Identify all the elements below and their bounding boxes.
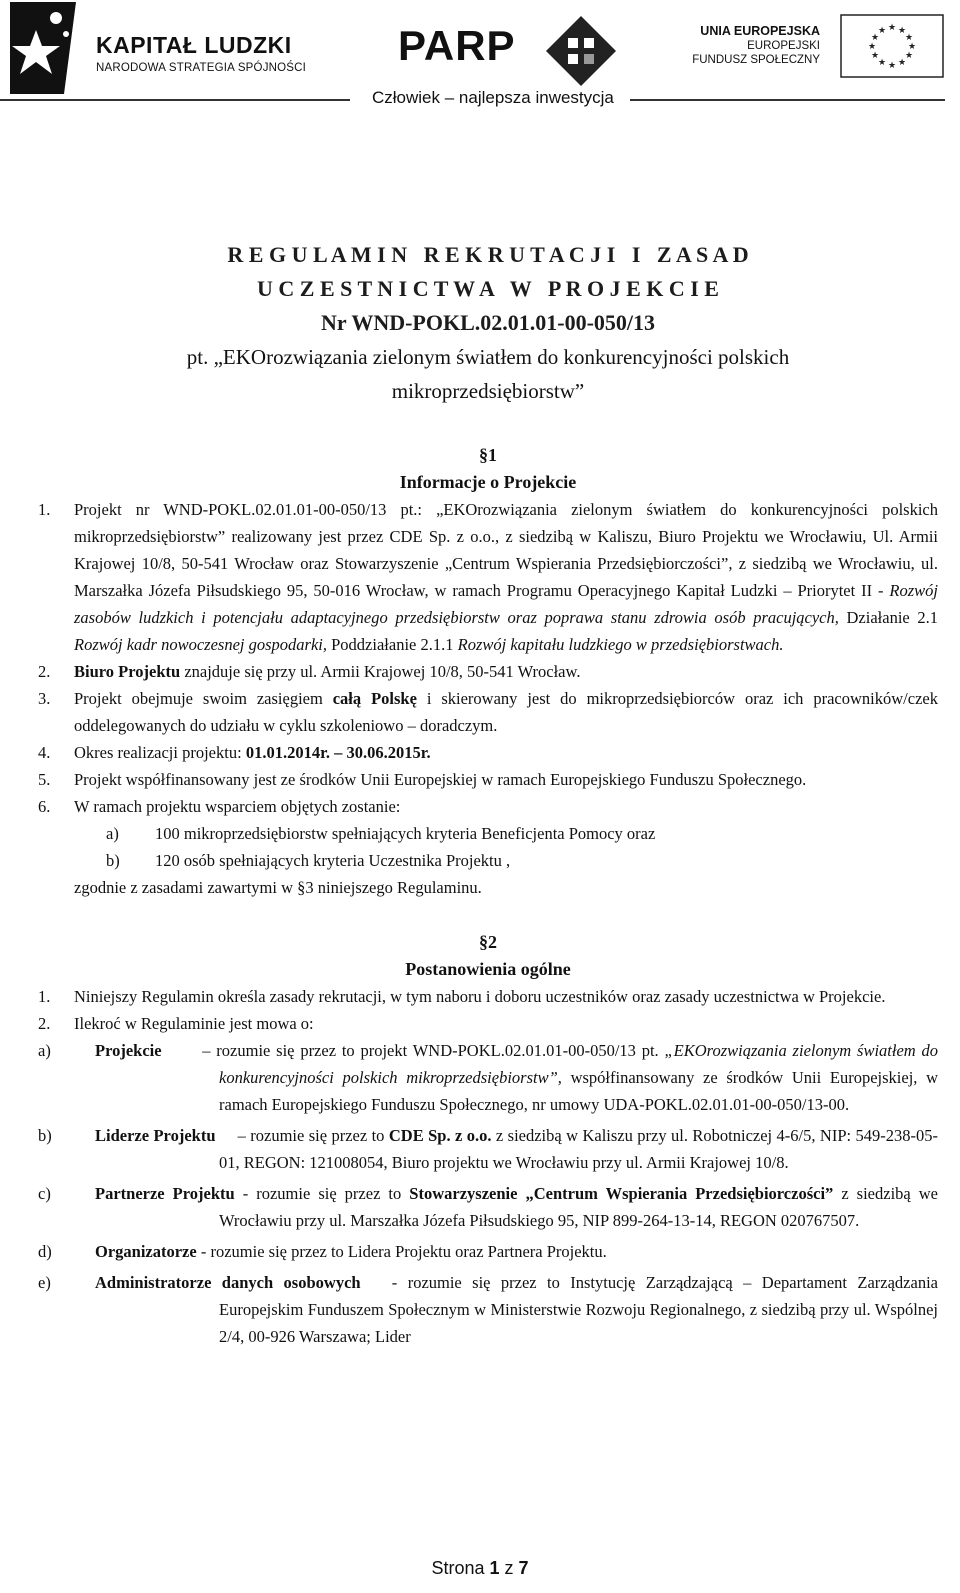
header-rule-left xyxy=(0,99,350,101)
parp-logo xyxy=(398,16,628,96)
def-d-text: Organizatorze - rozumie się przez to Lidera Projektu oraz Partnera Projektu. xyxy=(95,1242,607,1261)
def-b xyxy=(38,1122,938,1176)
s1-item-3-num: 3. xyxy=(38,689,51,708)
s1-item-6-sub-b xyxy=(106,847,938,874)
page-footer xyxy=(0,1558,960,1579)
doc-title-line5: mikroprzedsiębiorstw” xyxy=(391,379,585,403)
def-c xyxy=(38,1180,938,1234)
doc-title-line1: R E G U L A M I N R E K R U T A C J I I Z A S A D xyxy=(227,242,749,267)
eu-logo xyxy=(692,14,950,84)
s1-item-2 xyxy=(38,658,938,685)
parp-text: PARP xyxy=(398,22,516,69)
section1-title: Informacje o Projekcie xyxy=(399,472,577,492)
s1-item-6-end: zgodnie z zasadami zawartymi w §3 niniejszego Regulaminu. xyxy=(74,878,482,897)
s2-item-1 xyxy=(38,983,938,1010)
s1-item-4-text: Okres realizacji projektu: 01.01.2014r. – 30.06.2015r. xyxy=(74,743,431,762)
s1-item-2-text: Biuro Projektu znajduje się przy ul. Armii Krajowej 10/8, 50-541 Wrocław. xyxy=(74,662,581,681)
def-a-letter: a) xyxy=(38,1041,51,1060)
eu-line1: UNIA EUROPEJSKA xyxy=(700,24,820,38)
def-e-text: Administratorze danych osobowych - rozumie się przez to Instytucję Zarządzającą – Departament Zarządzania Europejskim Funduszem Społecznym w Ministerstwie Rozwoju Regionalnego, z siedzibą przy ul. Wspólnej 2/4, 00-926 Warszawa; Lider xyxy=(95,1273,943,1346)
svg-text:★: ★ xyxy=(870,51,880,61)
eu-flag-icon xyxy=(840,14,944,78)
s1-item-3-text: Projekt obejmuje swoim zasięgiem całą Polskę i skierowany jest do mikroprzedsiębiorców oraz ich pracowników/czek oddelegowanych do udziału w cyklu szkoleniowo – doradczym. xyxy=(74,689,938,735)
s1-item-1-text: Projekt nr WND-POKL.02.01.01-00-050/13 pt.: „EKOrozwiązania zielonym światłem do konkurencyjności polskich mikroprzedsiębiorstw” realizowany jest przez CDE Sp. z o.o., z siedzibą w Kaliszu, Biuro Projektu we Wrocławiu, Ul. Armii Krajowej 10/8, 50-541 Wrocław oraz Stowarzyszenie „Centrum Wspierania Przedsiębiorczości”, z siedzibą we Wrocławiu, ul. Marszałka Józefa Piłsudskiego 95, 50-016 Wrocław, w ramach Programu Operacyjnego Kapitał Ludzki – Priorytet II - Rozwój zasobów ludzkich i potencjału adaptacyjnego przedsiębiorstw oraz poprawa stanu zdrowia osób pracujących, Działanie 2.1 Rozwój kadr nowoczesnej gospodarki, Poddziałanie 2.1.1 Rozwój kapitału ludzkiego w przedsiębiorstwach. xyxy=(74,500,938,654)
parp-emblem-icon xyxy=(546,16,616,86)
s1-item-6-num: 6. xyxy=(38,797,51,816)
eu-line3: FUNDUSZ SPOŁECZNY xyxy=(692,54,820,66)
def-d xyxy=(38,1238,938,1265)
kapital-ludzki-subtitle: NARODOWA STRATEGIA SPÓJNOŚCI xyxy=(96,62,307,74)
s2-item-2-num: 2. xyxy=(38,1014,51,1033)
footer-page-current: 1 xyxy=(489,1558,500,1578)
page-header xyxy=(0,0,960,130)
s1-item-4-num: 4. xyxy=(38,743,51,762)
def-c-letter: c) xyxy=(38,1184,51,1203)
svg-text:★: ★ xyxy=(877,26,887,36)
def-d-letter: d) xyxy=(38,1242,52,1261)
s1-item-5 xyxy=(38,766,938,793)
s1-item-6-sub-b-text: 120 osób spełniających kryteria Uczestnika Projektu , xyxy=(155,851,511,870)
s1-item-6-sub-a xyxy=(106,820,938,847)
header-rule-right xyxy=(630,99,945,101)
doc-title-line4: pt. „EKOrozwiązania zielonym światłem do konkurencyjności polskich xyxy=(186,345,790,369)
footer-label: Strona xyxy=(431,1558,490,1578)
def-b-text: Liderze Projektu – rozumie się przez to CDE Sp. z o.o. z siedzibą w Kaliszu przy ul. Robotniczej 4-6/5, NIP: 549-238-05-01, REGON: 121008054, Biuro projektu we Wrocławiu przy ul. Armii Krajowej 10/8. xyxy=(95,1126,938,1172)
s1-item-5-text: Projekt współfinansowany jest ze środków Unii Europejskiej w ramach Europejskiego Funduszu Społecznego. xyxy=(74,770,807,789)
footer-page-total: 7 xyxy=(518,1558,529,1578)
section2-number: §2 xyxy=(479,932,497,952)
s2-item-2 xyxy=(38,1010,938,1037)
s1-item-2-num: 2. xyxy=(38,662,51,681)
s1-item-1 xyxy=(38,496,938,658)
def-e xyxy=(38,1269,943,1350)
svg-text:★: ★ xyxy=(897,58,907,68)
s1-item-6-sub-a-text: 100 mikroprzedsiębiorstw spełniających kryteria Beneficjenta Pomocy oraz xyxy=(155,824,656,843)
doc-title-line2: U C Z E S T N I C T W A W P R O J E K C I E xyxy=(257,276,719,301)
kapital-ludzki-logo xyxy=(6,2,336,92)
def-b-letter: b) xyxy=(38,1126,52,1145)
svg-text:★: ★ xyxy=(877,58,887,68)
s1-item-5-num: 5. xyxy=(38,770,51,789)
def-e-letter: e) xyxy=(38,1273,51,1292)
def-a xyxy=(38,1037,943,1118)
def-a-text: Projekcie – rozumie się przez to projekt WND-POKL.02.01.01-00-050/13 pt. „EKOrozwiązania zielonym światłem do konkurencyjności polskich mikroprzedsiębiorstw”, współfinansowany ze środków Unii Europejskiej, w ramach Europejskiego Funduszu Społecznego, nr umowy UDA-POKL.02.01.01-00-050/13-00. xyxy=(95,1041,943,1114)
eu-line2: EUROPEJSKI xyxy=(747,40,820,52)
kapital-ludzki-title: KAPITAŁ LUDZKI xyxy=(96,32,292,58)
section2-title: Postanowienia ogólne xyxy=(405,959,571,979)
document-body xyxy=(38,238,943,1350)
s1-item-6-sub-a-num: a) xyxy=(106,824,119,843)
svg-text:★: ★ xyxy=(887,61,897,71)
svg-text:★: ★ xyxy=(904,51,914,61)
doc-title-line3: Nr WND-POKL.02.01.01-00-050/13 xyxy=(320,310,656,335)
s1-item-3 xyxy=(38,685,938,739)
s2-item-1-text: Niniejszy Regulamin określa zasady rekrutacji, w tym naboru i doboru uczestników oraz zasady uczestnictwa w Projekcie. xyxy=(74,987,886,1006)
section1-number: §1 xyxy=(479,445,497,465)
s1-item-6-sub-b-num: b) xyxy=(106,851,120,870)
s1-item-1-num: 1. xyxy=(38,500,51,519)
s2-item-1-num: 1. xyxy=(38,987,51,1006)
svg-text:★: ★ xyxy=(867,42,877,52)
s2-item-2-text: Ilekroć w Regulaminie jest mowa o: xyxy=(74,1014,314,1033)
svg-text:★: ★ xyxy=(897,26,907,36)
svg-text:★: ★ xyxy=(887,23,897,33)
header-tagline: Człowiek – najlepsza inwestycja xyxy=(372,88,614,107)
s1-item-6 xyxy=(38,793,938,820)
kapital-ludzki-emblem-icon xyxy=(6,2,86,94)
svg-text:★: ★ xyxy=(904,33,914,43)
s1-item-4 xyxy=(38,739,938,766)
def-c-text: Partnerze Projektu - rozumie się przez to Stowarzyszenie „Centrum Wspierania Przedsiębiorczości” z siedzibą we Wrocławiu przy ul. Marszałka Józefa Piłsudskiego 95, NIP 899-264-13-14, REGON 020767507. xyxy=(95,1184,939,1230)
svg-text:★: ★ xyxy=(907,42,917,52)
s1-item-6-text: W ramach projektu wsparciem objętych zostanie: xyxy=(74,797,401,816)
svg-text:★: ★ xyxy=(870,33,880,43)
footer-of: z xyxy=(499,1558,519,1578)
